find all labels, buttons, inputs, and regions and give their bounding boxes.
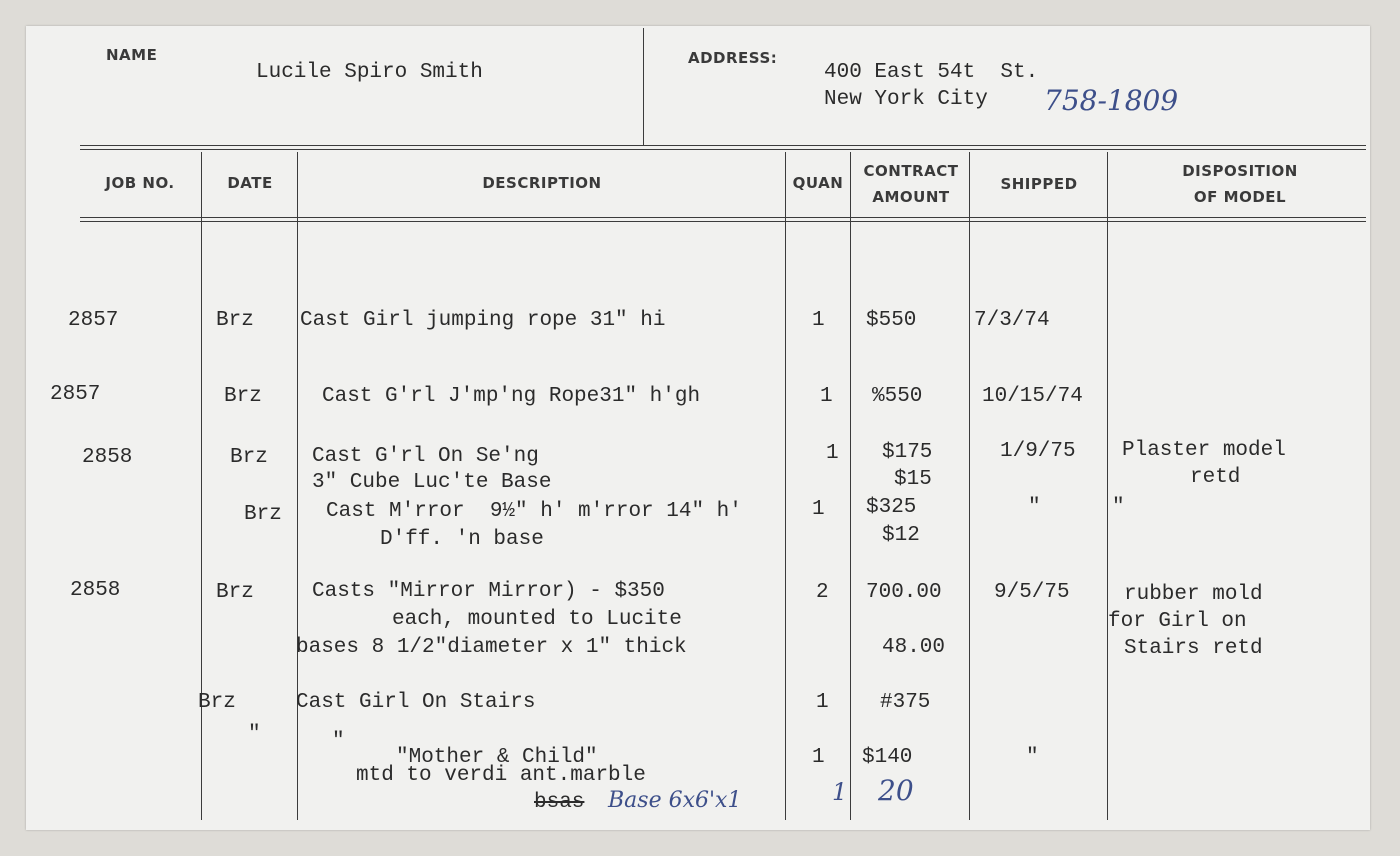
col-header-job-no: JOB NO. (105, 174, 175, 192)
job-number: 2858 (82, 446, 133, 469)
amount-cell: $15 (894, 468, 932, 491)
job-number: 2858 (70, 579, 121, 602)
address-label: ADDRESS: (688, 49, 778, 67)
disposition-line: retd (1190, 466, 1241, 489)
description-line: D'ff. 'n base (380, 528, 544, 551)
col-header-amount: AMOUNT (872, 188, 950, 206)
col-header-contract: CONTRACT (863, 162, 959, 180)
amount-cell: $140 (862, 746, 913, 769)
column-divider (850, 152, 851, 820)
date-cell: Brz (244, 503, 282, 526)
description-line: Casts "Mirror Mirror) - $350 (312, 580, 665, 603)
job-number: 2857 (50, 383, 101, 406)
shipped-cell: " (1026, 746, 1039, 769)
description-line: Cast Girl On Stairs (296, 691, 536, 714)
amount-cell: $175 (882, 441, 933, 464)
description-line: Cast Girl jumping rope 31" hi (300, 309, 666, 332)
shipped-cell: 10/15/74 (982, 385, 1083, 408)
description-line: 3" Cube Luc'te Base (312, 471, 552, 494)
amount-cell: #375 (880, 691, 931, 714)
col-header-shipped: SHIPPED (1000, 175, 1078, 193)
description-line: Cast M'rror 9½" h' m'rror 14" h' (326, 500, 742, 523)
description-line: each, mounted to Lucite (392, 608, 682, 631)
col-header-disposition: DISPOSITION (1182, 162, 1298, 180)
handwritten-base-note: Base 6x6'x1 (608, 788, 742, 813)
date-cell: Brz (216, 581, 254, 604)
column-divider (969, 152, 970, 820)
disposition-line: Plaster model (1122, 439, 1286, 462)
quantity-cell: 1 (816, 691, 829, 714)
shipped-cell: " (1028, 496, 1041, 519)
amount-cell: 700.00 (866, 581, 942, 604)
date-cell: Brz (230, 446, 268, 469)
index-card (26, 26, 1370, 830)
amount-cell: $325 (866, 496, 917, 519)
col-header-quan: QUAN (792, 174, 844, 192)
amount-cell: 48.00 (882, 636, 946, 659)
column-divider (1107, 152, 1108, 820)
amount-cell: $550 (866, 309, 917, 332)
address-line-2: New York City (824, 88, 988, 111)
disposition-line: " (1112, 496, 1125, 519)
quantity-cell: 1 (812, 498, 825, 521)
shipped-cell: 7/3/74 (974, 309, 1050, 332)
shipped-cell: 1/9/75 (1000, 440, 1076, 463)
description-line: Cast G'rl On Se'ng (312, 445, 539, 468)
date-cell: Brz (216, 309, 254, 332)
quantity-cell: 1 (812, 746, 825, 769)
name-value: Lucile Spiro Smith (256, 61, 483, 84)
header-rule (80, 145, 1366, 150)
struck-description: bsas (534, 791, 585, 814)
disposition-line: for Girl on (1108, 610, 1247, 633)
col-header-of-model: OF MODEL (1193, 188, 1287, 206)
handwritten-quantity: 1 (832, 778, 848, 806)
handwritten-amount: 20 (878, 774, 914, 807)
column-divider (785, 152, 786, 820)
amount-cell: %550 (872, 385, 923, 408)
date-cell: Brz (224, 385, 262, 408)
address-line-1: 400 East 54t St. (824, 61, 1039, 84)
description-line: " (332, 730, 345, 753)
job-number: 2857 (68, 309, 119, 332)
col-header-date: DATE (227, 174, 273, 192)
date-cell: Brz (198, 691, 236, 714)
phone-number: 758-1809 (1044, 84, 1179, 117)
description-line: "Mother & Child" (396, 746, 598, 769)
disposition-line: rubber mold (1124, 583, 1263, 606)
amount-cell: $12 (882, 524, 920, 547)
column-divider (201, 152, 202, 820)
shipped-cell: 9/5/75 (994, 581, 1070, 604)
quantity-cell: 2 (816, 581, 829, 604)
column-divider (297, 152, 298, 820)
disposition-line: Stairs retd (1124, 637, 1263, 660)
date-cell: " (248, 723, 261, 746)
header-divider (643, 28, 644, 146)
description-line: mtd to verdi ant.marble (356, 764, 646, 787)
col-header-description: DESCRIPTION (482, 174, 602, 192)
quantity-cell: 1 (812, 309, 825, 332)
description-line: bases 8 1/2"diameter x 1" thick (296, 636, 687, 659)
column-header-rule (80, 217, 1366, 222)
description-line: Cast G'rl J'mp'ng Rope31" h'gh (322, 385, 701, 408)
quantity-cell: 1 (820, 385, 833, 408)
quantity-cell: 1 (826, 442, 839, 465)
name-label: NAME (106, 46, 158, 64)
